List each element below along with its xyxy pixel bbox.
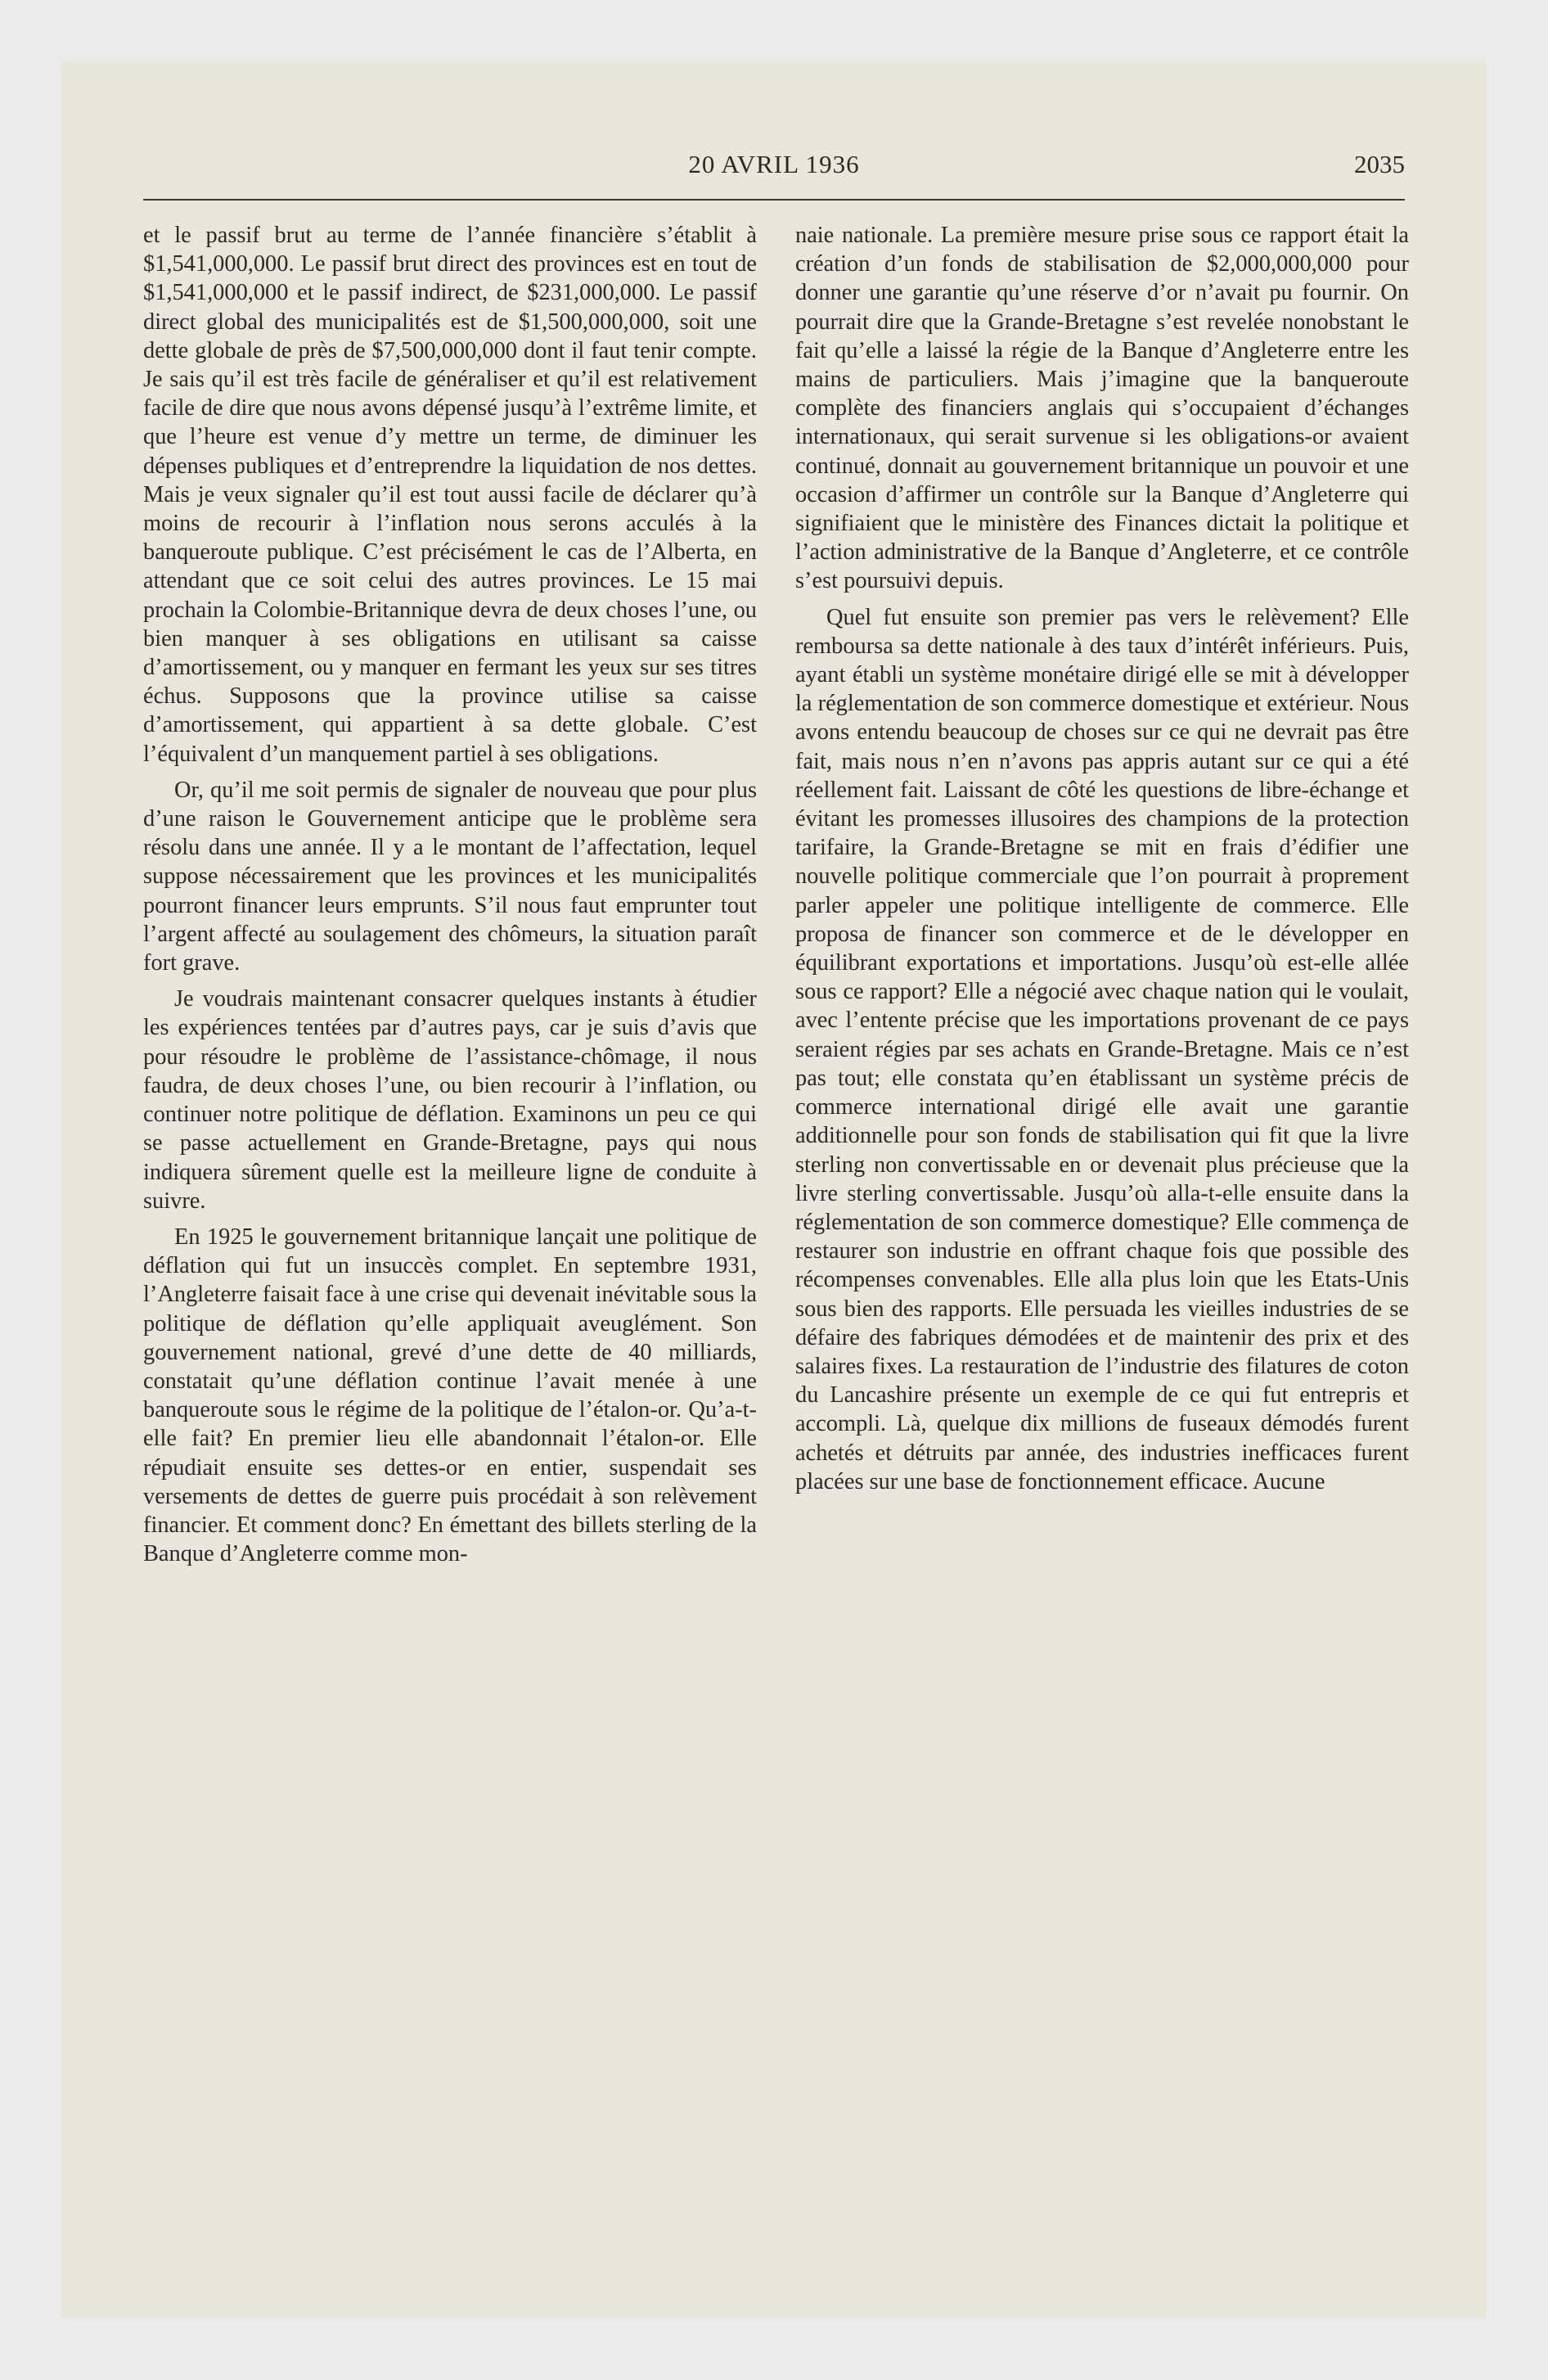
paragraph: et le passif brut au terme de l’année financière s’établit à $1,541,000,000. Le passif brut direct des provinces est en tout de $1,541,000,000 et le passif indirect, de $231,000,000. Le passif direct global des municipalités est de $1,500,000,000, soit une dette globale de près de $7,500,000,000 dont il faut tenir compte. Je sais qu’il est très facile de généraliser et qu’il est relativement facile de dire que nous avons dépensé jusqu’à l’extrême limite, et que l’heure est venue d’y mettre un terme, de diminuer les dépenses publiques et d’entreprendre la liquidation de nos dettes. Mais je veux signaler qu’il est tout aussi facile de déclarer qu’à moins de recourir à l’inflation nous serons acculés à la banqueroute publique. C’est précisément le cas de l’Alberta, en attendant que ce soit celui des autres provinces. Le 15 mai prochain la Colombie-Britannique devra de deux choses l’une, ou bien manquer à ses obligations en utilisant sa caisse d’amortissement, ou y manquer en fermant les yeux sur ses titres échus. Supposons que la province utilise sa caisse d’amortissement, qui appartient à sa dette globale. C’est l’équivalent d’un manquement partiel à ses obligations. (143, 223, 757, 767)
page-number: 2035 (1354, 150, 1405, 178)
paragraph: naie nationale. La première mesure prise sous ce rapport était la création d’un fonds de stabilisation de $2,000,000,000 pour donner une garantie qu’une réserve d’or n’avait pu fournir. On pourrait dire que la Grande-Bretagne s’est revelée nonobstant le fait qu’elle a laissé la régie de la Banque d’Angleterre entre les mains de particuliers. Mais j’imagine que la banqueroute complète des financiers anglais qui s’occupaient d’échanges internationaux, qui serait survenue si les obligations-or avaient continué, donnait au gouvernement britannique un pouvoir et une occasion d’affirmer un contrôle sur la Banque d’Angleterre qui signifiaient que le ministère des Finances dictait la politique et l’action administrative de la Banque d’Angleterre, et ce contrôle s’est poursuivi depuis. (795, 223, 1409, 594)
page (61, 61, 1487, 2319)
paragraph: En 1925 le gouvernement britannique lançait une politique de déflation qui fut un insuccès complet. En septembre 1931, l’Angleterre faisait face à une crise qui devenait inévitable sous la politique de déflation qu’elle appliquait aveuglément. Son gouvernement national, grevé d’une dette de 40 milliards, constatait qu’une déflation continue l’avait menée à une banqueroute sous le régime de la politique de l’étalon-or. Qu’a-t-elle fait? En premier lieu elle abandonnait l’étalon-or. Elle répudiait ensuite ses dettes-or en entier, suspendait ses versements de dettes de guerre puis procédait à son relèvement financier. Et comment donc? En émettant des billets sterling de la Banque d’Angleterre comme mon- (143, 1224, 757, 1567)
paragraph: Quel fut ensuite son premier pas vers le relèvement? Elle remboursa sa dette nationale à des taux d’intérêt inférieurs. Puis, ayant établi un système monétaire dirigé elle se mit à développer la réglementation de son commerce domestique et extérieur. Nous avons entendu beaucoup de choses sur ce qui ne devrait pas être fait, mais nous n’en n’avons pas appris autant sur ce qui a été réellement fait. Laissant de côté les questions de libre-échange et évitant les promesses illusoires des champions de la protection tarifaire, la Grande-Bretagne se mit en frais d’édifier une nouvelle politique commerciale que l’on pourrait à proprement parler appeler une politique intelligente de commerce. Elle proposa de financer son commerce et de le développer en équilibrant exportations et importations. Jusqu’où est-elle allée sous ce rapport? Elle a négocié avec chaque nation qui le voulait, avec l’entente précise que les importations provenant de ce pays seraient régies par ses achats en Grande-Bretagne. Mais ce n’est pas tout; elle constata qu’en établissant un système précis de commerce international dirigé elle avait une garantie additionnelle pour son fonds de stabilisation qui fit que la livre sterling non convertissable en or devenait plus précieuse que la livre sterling convertissable. Jusqu’où alla-t-elle ensuite dans la réglementation de son commerce domestique? Elle commença de restaurer son industrie en offrant chaque fois que possible des récompenses convenables. Elle alla plus loin que les Etats-Unis sous bien des rapports. Elle persuada les vieilles industries de se défaire des fabriques démodées et de maintenir des prix et des salaires fixes. La restauration de l’industrie des filatures de coton du Lancashire présente un exemple de ce qui fut entrepris et accompli. Là, quelque dix millions de fuseaux démodés furent achetés et détruits par année, des industries inefficaces furent placées sur une base de fonctionnement efficace. Aucune (795, 604, 1409, 1494)
page-date: 20 AVRIL 1936 (688, 150, 860, 178)
left-column (143, 221, 757, 1575)
header-rule (143, 199, 1405, 201)
page-header (143, 143, 1405, 184)
paragraph: Or, qu’il me soit permis de signaler de nouveau que pour plus d’une raison le Gouvernement anticipe que le problème sera résolu dans une année. Il y a le montant de l’affectation, lequel suppose nécessairement que les provinces et les municipalités pourront financer leurs emprunts. S’il nous faut emprunter tout l’argent affecté au soulagement des chômeurs, la situation paraît fort grave. (143, 777, 757, 976)
right-column (795, 221, 1409, 1503)
paragraph: Je voudrais maintenant consacrer quelques instants à étudier les expériences tentées par d’autres pays, car je suis d’avis que pour résoudre le problème de l’assistance-chômage, il nous faudra, de deux choses l’une, ou bien recourir à l’inflation, ou continuer notre politique de déflation. Examinons un peu ce qui se passe actuellement en Grande-Bretagne, pays qui nous indiquera sûrement quelle est la meilleure ligne de conduite à suivre. (143, 986, 757, 1214)
